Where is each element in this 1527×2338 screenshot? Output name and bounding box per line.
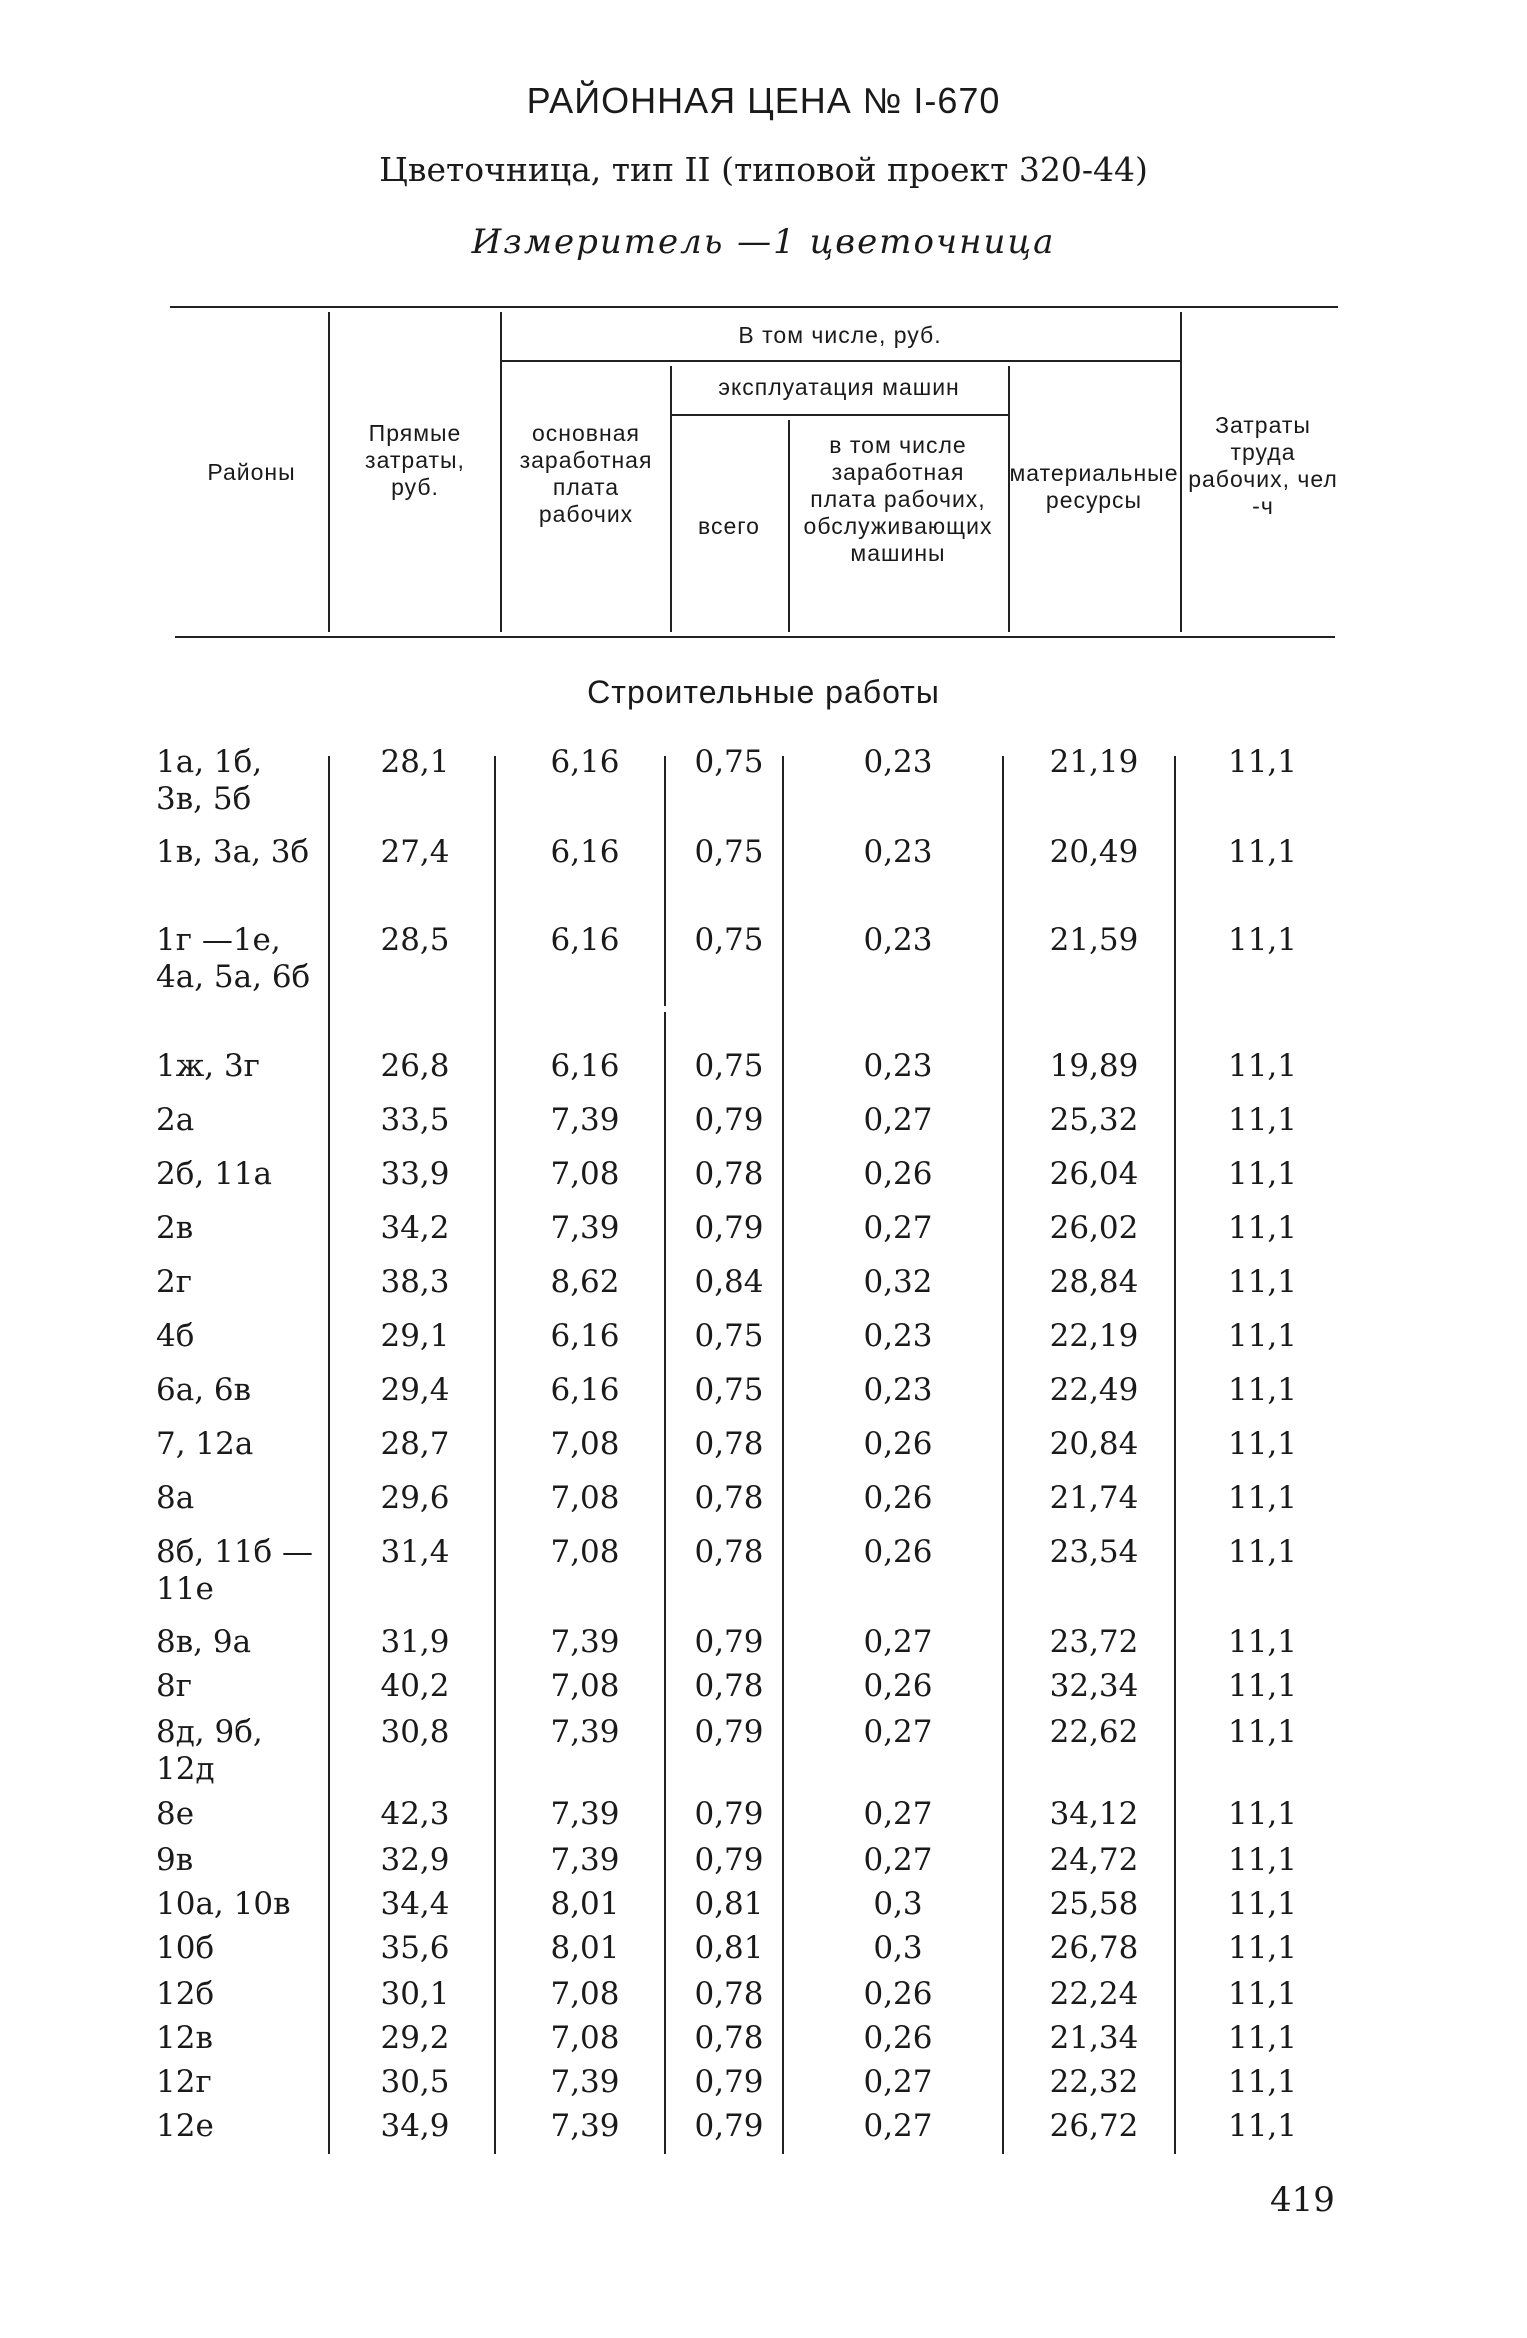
wage-cell: 8,01 (550, 1886, 620, 1922)
machine-wage-cell: 0,27 (863, 1842, 933, 1878)
header-bottom-rule (175, 636, 1335, 638)
machines-cell: 0,78 (694, 1156, 764, 1192)
including-rule (500, 360, 1180, 362)
region-cell: 1в, 3а, 3б (156, 834, 310, 870)
region-cell: 10а, 10в (156, 1886, 291, 1922)
materials-cell: 19,89 (1049, 1048, 1139, 1084)
machine-wage-cell: 0,23 (863, 834, 933, 870)
machine-wage-cell: 0,27 (863, 1102, 933, 1138)
header-materials: материальные ресурсы (1009, 460, 1179, 513)
materials-cell: 21,34 (1049, 2020, 1139, 2056)
labor-cell: 11,1 (1227, 1842, 1298, 1878)
region-cell: 4б (156, 1318, 195, 1354)
labor-cell: 11,1 (1227, 834, 1298, 870)
machine-wage-cell: 0,26 (863, 1156, 933, 1192)
materials-cell: 25,58 (1049, 1886, 1139, 1922)
materials-cell: 21,59 (1049, 922, 1139, 958)
machine-wage-cell: 0,26 (863, 1668, 933, 1704)
materials-cell: 28,84 (1049, 1264, 1139, 1300)
header-direct-costs: Прямые затраты, руб. (365, 420, 465, 500)
labor-cell: 11,1 (1227, 1886, 1298, 1922)
labor-cell: 11,1 (1227, 1714, 1298, 1750)
header-divider-1 (328, 312, 330, 632)
header-including: В том числе, руб. (738, 321, 942, 348)
direct-cost-cell: 28,1 (380, 744, 450, 780)
machines-cell: 0,79 (694, 1624, 764, 1660)
wage-cell: 7,39 (550, 1102, 620, 1138)
machines-cell: 0,78 (694, 2020, 764, 2056)
direct-cost-cell: 32,9 (380, 1842, 450, 1878)
machine-wage-cell: 0,23 (863, 744, 933, 780)
machines-cell: 0,75 (694, 1048, 764, 1084)
machines-cell: 0,75 (694, 744, 764, 780)
region-cell: 1г —1е, 4а, 5а, 6б (156, 922, 311, 995)
region-cell: 8а (156, 1480, 195, 1516)
direct-cost-cell: 31,9 (380, 1624, 450, 1660)
machine-wage-cell: 0,27 (863, 2064, 933, 2100)
section-title: Строительные работы (587, 674, 940, 710)
labor-cell: 11,1 (1227, 1976, 1298, 2012)
wage-cell: 7,39 (550, 1714, 620, 1750)
labor-cell: 11,1 (1227, 2108, 1298, 2144)
materials-cell: 23,54 (1049, 1534, 1139, 1570)
direct-cost-cell: 31,4 (380, 1534, 450, 1570)
wage-cell: 7,08 (550, 1156, 620, 1192)
labor-cell: 11,1 (1227, 1930, 1298, 1966)
region-cell: 12г (156, 2064, 212, 2100)
machines-cell: 0,79 (694, 2064, 764, 2100)
wage-cell: 7,08 (550, 1426, 620, 1462)
machines-cell: 0,79 (694, 1714, 764, 1750)
materials-cell: 21,19 (1049, 744, 1139, 780)
labor-cell: 11,1 (1227, 1048, 1298, 1084)
materials-cell: 21,74 (1049, 1480, 1139, 1516)
materials-cell: 22,24 (1049, 1976, 1139, 2012)
region-cell: 1ж, 3г (156, 1048, 260, 1084)
wage-cell: 7,39 (550, 1842, 620, 1878)
body-divider-3a (664, 756, 666, 1006)
machines-cell: 0,75 (694, 922, 764, 958)
machines-cell: 0,79 (694, 2108, 764, 2144)
direct-cost-cell: 34,9 (380, 2108, 450, 2144)
machine-wage-cell: 0,23 (863, 922, 933, 958)
machine-wage-cell: 0,27 (863, 1796, 933, 1832)
machines-rule (670, 414, 1008, 416)
header-divider-2 (500, 312, 502, 632)
materials-cell: 23,72 (1049, 1624, 1139, 1660)
machines-cell: 0,78 (694, 1668, 764, 1704)
labor-cell: 11,1 (1227, 1264, 1298, 1300)
direct-cost-cell: 26,8 (380, 1048, 450, 1084)
region-cell: 9в (156, 1842, 194, 1878)
labor-cell: 11,1 (1227, 1210, 1298, 1246)
direct-cost-cell: 27,4 (380, 834, 450, 870)
labor-cell: 11,1 (1227, 922, 1298, 958)
machine-wage-cell: 0,26 (863, 1534, 933, 1570)
header-top-rule (170, 306, 1338, 308)
direct-cost-cell: 29,6 (380, 1480, 450, 1516)
machine-wage-cell: 0,32 (863, 1264, 933, 1300)
wage-cell: 7,39 (550, 1210, 620, 1246)
header-machine-total: всего (698, 512, 760, 539)
machines-cell: 0,75 (694, 1372, 764, 1408)
wage-cell: 7,08 (550, 1480, 620, 1516)
direct-cost-cell: 40,2 (380, 1668, 450, 1704)
machines-cell: 0,78 (694, 1480, 764, 1516)
direct-cost-cell: 34,2 (380, 1210, 450, 1246)
direct-cost-cell: 28,7 (380, 1426, 450, 1462)
machines-cell: 0,81 (694, 1886, 764, 1922)
machine-wage-cell: 0,23 (863, 1318, 933, 1354)
materials-cell: 25,32 (1049, 1102, 1139, 1138)
wage-cell: 7,39 (550, 1624, 620, 1660)
header-divider-6 (1180, 312, 1182, 632)
page-subtitle: Цветочница, тип II (типовой проект 320-44) (379, 150, 1148, 189)
materials-cell: 34,12 (1049, 1796, 1139, 1832)
direct-cost-cell: 28,5 (380, 922, 450, 958)
machine-wage-cell: 0,26 (863, 1480, 933, 1516)
header-base-wage: основная заработная плата рабочих (519, 420, 653, 527)
header-regions: Районы (207, 458, 296, 485)
region-cell: 8д, 9б, 12д (156, 1714, 263, 1787)
materials-cell: 26,04 (1049, 1156, 1139, 1192)
wage-cell: 7,08 (550, 1534, 620, 1570)
labor-cell: 11,1 (1227, 1372, 1298, 1408)
labor-cell: 11,1 (1227, 1318, 1298, 1354)
machines-cell: 0,78 (694, 1976, 764, 2012)
direct-cost-cell: 33,5 (380, 1102, 450, 1138)
labor-cell: 11,1 (1227, 1102, 1298, 1138)
materials-cell: 32,34 (1049, 1668, 1139, 1704)
wage-cell: 8,01 (550, 1930, 620, 1966)
direct-cost-cell: 42,3 (380, 1796, 450, 1832)
region-cell: 2б, 11а (156, 1156, 273, 1192)
materials-cell: 22,32 (1049, 2064, 1139, 2100)
machine-wage-cell: 0,27 (863, 1210, 933, 1246)
labor-cell: 11,1 (1227, 1480, 1298, 1516)
machines-cell: 0,81 (694, 1930, 764, 1966)
measure-unit: Измеритель —1 цветочница (471, 222, 1056, 262)
wage-cell: 6,16 (550, 1318, 620, 1354)
machines-cell: 0,75 (694, 834, 764, 870)
wage-cell: 6,16 (550, 834, 620, 870)
machines-cell: 0,79 (694, 1210, 764, 1246)
machines-cell: 0,79 (694, 1102, 764, 1138)
labor-cell: 11,1 (1227, 1668, 1298, 1704)
machine-wage-cell: 0,27 (863, 1714, 933, 1750)
region-cell: 8г (156, 1668, 192, 1704)
machines-cell: 0,78 (694, 1426, 764, 1462)
header-divider-4 (788, 420, 790, 632)
page-title: РАЙОННАЯ ЦЕНА № I-670 (526, 80, 1001, 121)
wage-cell: 7,39 (550, 2064, 620, 2100)
materials-cell: 22,49 (1049, 1372, 1139, 1408)
wage-cell: 8,62 (550, 1264, 620, 1300)
machines-cell: 0,84 (694, 1264, 764, 1300)
header-labor: Затраты труда рабочих, чел -ч (1188, 412, 1338, 519)
labor-cell: 11,1 (1227, 1426, 1298, 1462)
machine-wage-cell: 0,26 (863, 1976, 933, 2012)
direct-cost-cell: 30,5 (380, 2064, 450, 2100)
region-cell: 12б (156, 1976, 215, 2012)
labor-cell: 11,1 (1227, 1534, 1298, 1570)
region-cell: 2в (156, 1210, 194, 1246)
labor-cell: 11,1 (1227, 2020, 1298, 2056)
region-cell: 1а, 1б, 3в, 5б (156, 744, 263, 817)
materials-cell: 22,62 (1049, 1714, 1139, 1750)
labor-cell: 11,1 (1227, 2064, 1298, 2100)
machines-cell: 0,79 (694, 1842, 764, 1878)
machine-wage-cell: 0,26 (863, 2020, 933, 2056)
region-cell: 8е (156, 1796, 195, 1832)
direct-cost-cell: 30,8 (380, 1714, 450, 1750)
region-cell: 8в, 9а (156, 1624, 252, 1660)
direct-cost-cell: 29,4 (380, 1372, 450, 1408)
direct-cost-cell: 30,1 (380, 1976, 450, 2012)
direct-cost-cell: 33,9 (380, 1156, 450, 1192)
header-machine-operation: эксплуатация машин (718, 373, 960, 400)
wage-cell: 7,08 (550, 1668, 620, 1704)
region-cell: 8б, 11б — 11е (156, 1534, 314, 1607)
labor-cell: 11,1 (1227, 1796, 1298, 1832)
materials-cell: 24,72 (1049, 1842, 1139, 1878)
machine-wage-cell: 0,27 (863, 2108, 933, 2144)
materials-cell: 26,72 (1049, 2108, 1139, 2144)
region-cell: 10б (156, 1930, 215, 1966)
header-machine-wage: в том числе заработная плата рабочих, обслуживающих машины (803, 432, 993, 566)
materials-cell: 20,49 (1049, 834, 1139, 870)
machines-cell: 0,79 (694, 1796, 764, 1832)
wage-cell: 6,16 (550, 1048, 620, 1084)
labor-cell: 11,1 (1227, 1624, 1298, 1660)
direct-cost-cell: 29,1 (380, 1318, 450, 1354)
region-cell: 12е (156, 2108, 214, 2144)
page-number: 419 (1270, 2180, 1335, 2220)
wage-cell: 7,08 (550, 1976, 620, 2012)
machines-cell: 0,75 (694, 1318, 764, 1354)
direct-cost-cell: 38,3 (380, 1264, 450, 1300)
region-cell: 7, 12а (156, 1426, 254, 1462)
labor-cell: 11,1 (1227, 744, 1298, 780)
wage-cell: 6,16 (550, 922, 620, 958)
materials-cell: 20,84 (1049, 1426, 1139, 1462)
wage-cell: 7,08 (550, 2020, 620, 2056)
machine-wage-cell: 0,3 (873, 1930, 923, 1966)
wage-cell: 7,39 (550, 2108, 620, 2144)
materials-cell: 22,19 (1049, 1318, 1139, 1354)
wage-cell: 6,16 (550, 1372, 620, 1408)
machine-wage-cell: 0,27 (863, 1624, 933, 1660)
materials-cell: 26,02 (1049, 1210, 1139, 1246)
region-cell: 12в (156, 2020, 213, 2056)
machine-wage-cell: 0,26 (863, 1426, 933, 1462)
region-cell: 2а (156, 1102, 195, 1138)
region-cell: 6а, 6в (156, 1372, 252, 1408)
materials-cell: 26,78 (1049, 1930, 1139, 1966)
wage-cell: 6,16 (550, 744, 620, 780)
machines-cell: 0,78 (694, 1534, 764, 1570)
wage-cell: 7,39 (550, 1796, 620, 1832)
direct-cost-cell: 35,6 (380, 1930, 450, 1966)
direct-cost-cell: 34,4 (380, 1886, 450, 1922)
labor-cell: 11,1 (1227, 1156, 1298, 1192)
machine-wage-cell: 0,23 (863, 1372, 933, 1408)
region-cell: 2г (156, 1264, 192, 1300)
machine-wage-cell: 0,3 (873, 1886, 923, 1922)
direct-cost-cell: 29,2 (380, 2020, 450, 2056)
machine-wage-cell: 0,23 (863, 1048, 933, 1084)
